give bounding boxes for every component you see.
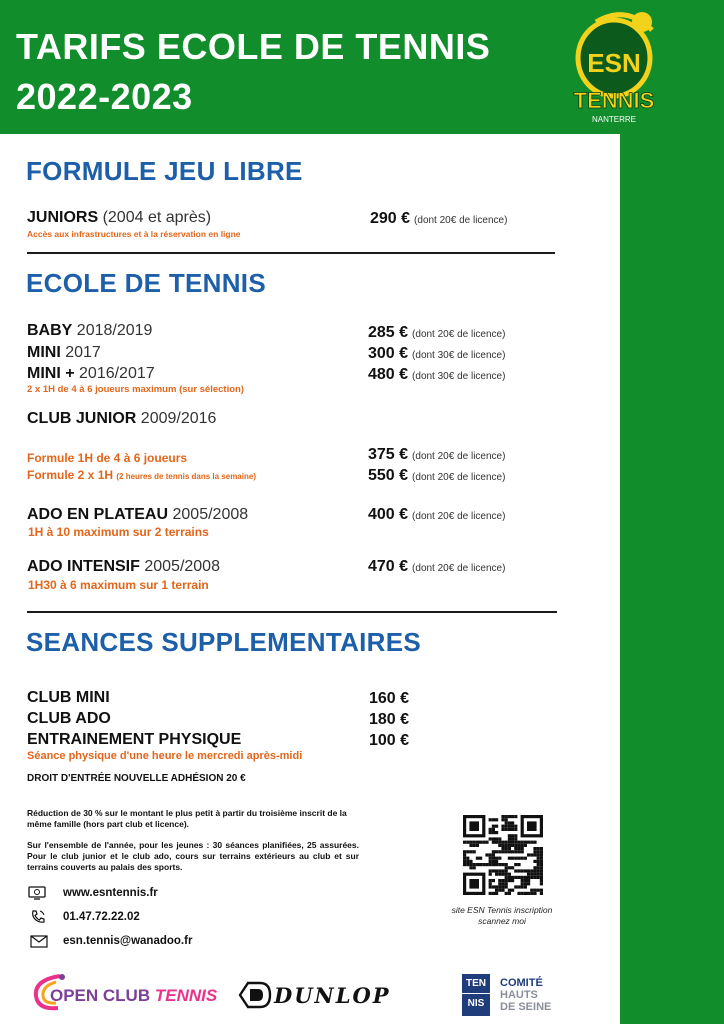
svg-text:NANTERRE: NANTERRE: [591, 115, 637, 124]
club-junior-formule-1: Formule 1H de 4 à 6 joueurs: [27, 451, 188, 465]
dunlop-flying-d-icon: [238, 980, 272, 1010]
club-ado-price: 180 €: [369, 711, 410, 728]
juniors-item: JUNIORS (2004 et après): [27, 209, 212, 226]
divider-1: [27, 252, 555, 254]
qr-caption-2: scannez moi: [478, 916, 526, 926]
club-junior-formule-1-price: 375 € (dont 20€ de licence): [368, 446, 506, 463]
entrainement-physique-item: ENTRAINEMENT PHYSIQUE: [27, 731, 242, 748]
tennis-box-icon: TEN NIS: [462, 974, 490, 1016]
qr-code-icon: [463, 815, 543, 895]
club-mini-price: 160 €: [369, 690, 410, 707]
qr-caption-1: site ESN Tennis inscription: [451, 905, 553, 915]
page-title-line2: 2022-2023: [16, 76, 193, 117]
svg-text:TENNIS: TENNIS: [573, 88, 655, 113]
juniors-price: 290 € (dont 20€ de licence): [370, 210, 508, 227]
divider-2: [27, 611, 557, 613]
baby-price: 285 € (dont 20€ de licence): [368, 324, 506, 341]
esn-tennis-logo: [566, 8, 666, 130]
contact-email[interactable]: esn.tennis@wanadoo.fr: [63, 935, 193, 947]
computer-icon: [28, 886, 46, 905]
ado-intensif-item: ADO INTENSIF 2005/2008: [27, 558, 220, 575]
section-heading-ecole: ECOLE DE TENNIS: [26, 268, 266, 298]
mini-plus-price: 480 € (dont 30€ de licence): [368, 366, 506, 383]
note-seances: Sur l'ensemble de l'année, pour les jeunes : 30 séances planifiées, 25 assurées. Pour le club junior et le club ado, cours sur terrains extérieurs au club et sur terrains couverts au palais des sports.: [27, 840, 359, 872]
mini-price: 300 € (dont 30€ de licence): [368, 345, 506, 362]
entrainement-physique-desc: Séance physique d'une heure le mercredi après-midi: [27, 750, 303, 762]
section-heading-jeu-libre: FORMULE JEU LIBRE: [26, 156, 303, 186]
ado-intensif-desc: 1H30 à 6 maximum sur 1 terrain: [28, 578, 209, 592]
entrainement-physique-price: 100 €: [369, 732, 410, 749]
droit-entree: DROIT D'ENTRÉE NOUVELLE ADHÉSION 20 €: [27, 773, 246, 784]
dunlop-logo: DUNLOP: [238, 980, 448, 1014]
club-ado-item: CLUB ADO: [27, 710, 111, 727]
club-junior-formule-2: Formule 2 x 1H (2 heures de tennis dans la semaine): [27, 468, 256, 482]
note-reduction: Réduction de 30 % sur le montant le plus petit à partir du troisième inscrit de la même famille (hors part club et licence).: [27, 808, 347, 829]
juniors-desc: Accès aux infrastructures et à la réservation en ligne: [27, 229, 241, 239]
ado-plateau-item: ADO EN PLATEAU 2005/2008: [27, 506, 249, 523]
club-mini-item: CLUB MINI: [27, 689, 110, 706]
baby-item: BABY 2018/2019: [27, 322, 153, 339]
page-title-line1: TARIFS ECOLE DE TENNIS: [16, 26, 491, 67]
mini-item: MINI 2017: [27, 344, 101, 361]
comite-hauts-de-seine-logo: TEN NIS COMITÉ HAUTS DE SEINE: [462, 974, 562, 1018]
section-heading-seances: SEANCES SUPPLEMENTAIRES: [26, 627, 422, 657]
mini-plus-item: MINI + 2016/2017: [27, 365, 155, 382]
contact-phone[interactable]: 01.47.72.22.02: [63, 911, 140, 923]
ado-plateau-desc: 1H à 10 maximum sur 2 terrains: [28, 525, 209, 539]
qr-code[interactable]: [463, 815, 543, 895]
ado-intensif-price: 470 € (dont 20€ de licence): [368, 558, 506, 575]
open-club-tennis-logo: OPEN CLUB TENNIS: [30, 970, 220, 1014]
phone-icon: [30, 909, 46, 930]
mini-plus-desc: 2 x 1H de 4 à 6 joueurs maximum (sur sélection): [27, 384, 244, 395]
contact-web[interactable]: www.esntennis.fr: [63, 887, 158, 899]
esn-logo-icon: [566, 8, 666, 130]
ado-plateau-price: 400 € (dont 20€ de licence): [368, 506, 506, 523]
club-junior-item: CLUB JUNIOR 2009/2016: [27, 410, 217, 427]
mail-icon: [30, 935, 48, 953]
svg-text:ESN: ESN: [587, 48, 641, 78]
club-junior-formule-2-price: 550 € (dont 20€ de licence): [368, 467, 506, 484]
side-band: [620, 0, 724, 1024]
